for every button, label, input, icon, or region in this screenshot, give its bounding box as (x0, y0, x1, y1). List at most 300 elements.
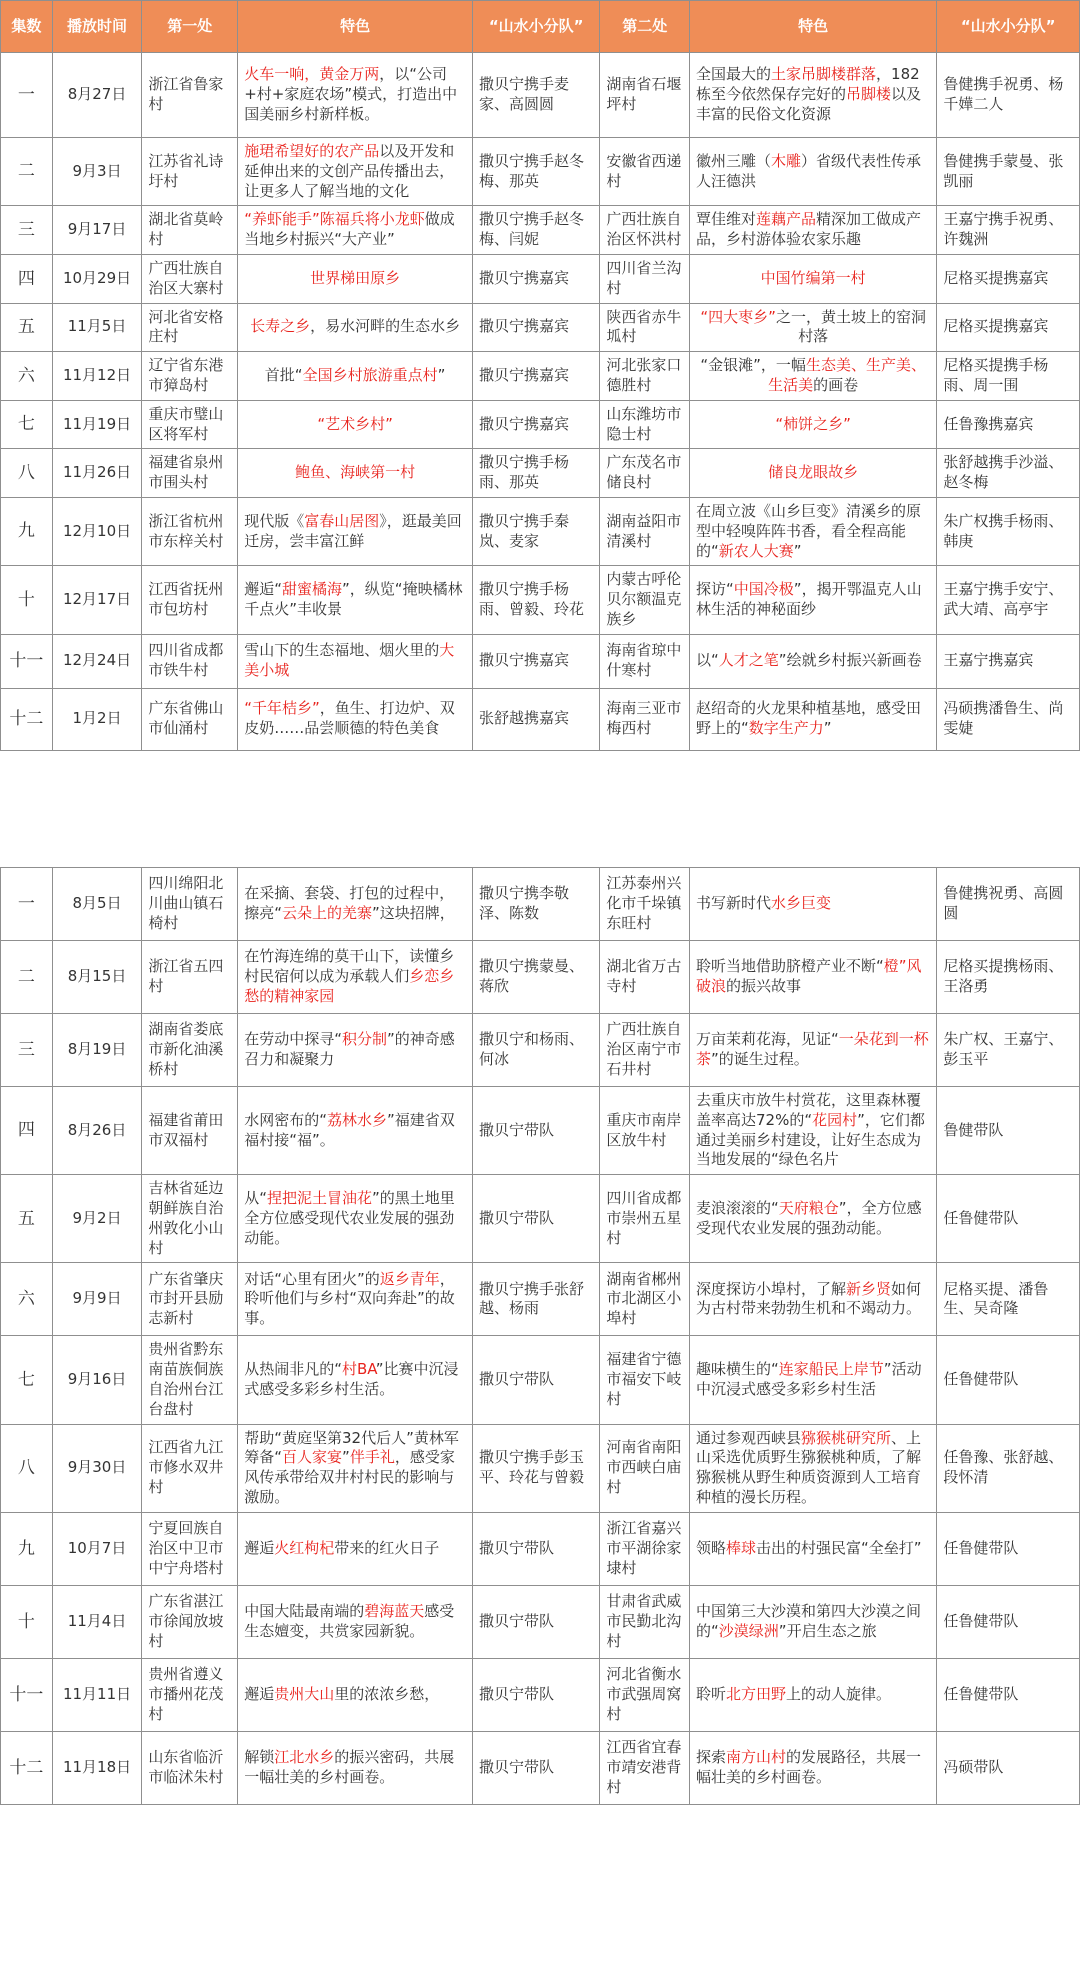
feature-2 (690, 941, 937, 1014)
team-1: 张舒越携嘉宾 (472, 688, 599, 750)
second-place: 福建省宁德市福安下岐村 (600, 1336, 690, 1424)
episode-number: 十 (1, 566, 53, 634)
team-1: 撒贝宁携嘉宾 (472, 634, 599, 688)
feature-text: ”开启生态之旅 (778, 1621, 877, 1640)
episode-number: 四 (1, 1087, 53, 1175)
feature-2 (690, 138, 937, 206)
episode-number: 一 (1, 53, 53, 138)
episode-number: 八 (1, 449, 53, 498)
highlight-text: 施珺希望好的农产品 (244, 142, 380, 160)
episode-number: 五 (1, 303, 53, 352)
header-team-2: “山水小分队” (937, 1, 1080, 53)
highlight-text: 百人家宴 (282, 1448, 343, 1467)
table-row (1, 254, 1080, 303)
second-place: 陕西省赤牛坬村 (600, 303, 690, 352)
feature-text: 如何为古村带来勃勃生机和不竭动力。 (696, 1279, 922, 1318)
episode-number: 七 (1, 1336, 53, 1424)
table-row (1, 1424, 1080, 1512)
second-place: 湖南省石堰坪村 (600, 53, 690, 138)
feature-2 (690, 1336, 937, 1424)
air-date: 12月10日 (52, 497, 142, 565)
header-episode: 集数 (1, 1, 53, 53)
episode-number: 二 (1, 138, 53, 206)
feature-text: 以及丰富的民俗文化资源 (696, 85, 922, 123)
team-1: 撒贝宁携手彭玉平、玲花与曾毅 (472, 1424, 599, 1512)
team-2: 冯硕携潘鲁生、尚雯婕 (937, 688, 1080, 750)
feature-text: ”，它们都通过美丽乡村建设，让好生态成为当地发展的“绿色名片 (696, 1110, 925, 1169)
feature-text: 的画卷 (813, 375, 859, 394)
first-place: 山东省临沂市临沭朱村 (142, 1731, 238, 1804)
header-feature-2: 特色 (690, 1, 937, 53)
first-place: 江苏省礼诗圩村 (142, 138, 238, 206)
first-place: 贵州省黔东南苗族侗族自治州台江台盘村 (142, 1336, 238, 1424)
second-place: 海南省琼中什寒村 (600, 634, 690, 688)
episode-number: 五 (1, 1175, 53, 1263)
team-2: 尼格买提携杨雨、王洛勇 (937, 941, 1080, 1014)
feature-text: ”，纵览“掩映橘林千点火”丰收景 (244, 580, 463, 619)
second-place: 湖北省万古寺村 (600, 941, 690, 1014)
team-2: 鲁健携手蒙曼、张凯丽 (937, 138, 1080, 206)
air-date: 9月2日 (52, 1175, 142, 1263)
feature-text: 里的浓浓乡愁， (334, 1684, 440, 1703)
feature-text: 、上山采选优质野生猕猴桃种质，了解猕猴桃从野生种质资源到人工培育种植的漫长历程。 (696, 1428, 922, 1506)
air-date: 9月30日 (52, 1424, 142, 1512)
air-date: 9月9日 (52, 1263, 142, 1336)
feature-2 (690, 206, 937, 255)
air-date: 8月19日 (52, 1014, 142, 1087)
team-1: 撒贝宁携嘉宾 (472, 352, 599, 401)
highlight-text: 吊脚楼 (846, 85, 892, 104)
team-2: 任鲁健带队 (937, 1585, 1080, 1658)
episode-number: 六 (1, 1263, 53, 1336)
first-place: 浙江省杭州市东梓关村 (142, 497, 238, 565)
second-place: 重庆市南岸区放牛村 (600, 1087, 690, 1175)
feature-text: 全国最大的 (696, 65, 772, 84)
first-place: 江西省抚州市包坊村 (142, 566, 238, 634)
feature-text: 的振兴密码，共展一幅壮美的乡村画卷。 (244, 1747, 455, 1786)
highlight-text: “千年桔乡” (244, 699, 320, 718)
feature-2 (690, 1658, 937, 1731)
feature-2 (690, 254, 937, 303)
air-date: 10月29日 (52, 254, 142, 303)
feature-text: “金银滩”，一幅 (700, 356, 806, 375)
second-place: 江苏泰州兴化市千垛镇东旺村 (600, 868, 690, 941)
highlight-text: 橙”风破浪 (696, 957, 922, 995)
team-2: 鲁健携祝勇、高圆圆 (937, 868, 1080, 941)
second-place: 广西壮族自治区南宁市石井村 (600, 1014, 690, 1087)
feature-2 (690, 688, 937, 750)
highlight-text: 生态美、生产美、生活美 (768, 356, 926, 394)
team-2: 朱广权携手杨雨、韩庚 (937, 497, 1080, 565)
table-row (1, 449, 1080, 498)
team-1: 撒贝宁携李敬泽、陈数 (472, 868, 599, 941)
feature-text: 邂逅 (244, 1538, 275, 1557)
feature-text: ” (793, 541, 802, 560)
feature-text: 在采摘、套袋、打包的过程中，擦亮“ (244, 884, 455, 922)
team-1: 撒贝宁携嘉宾 (472, 303, 599, 352)
highlight-text: 土家吊脚楼群落 (771, 65, 877, 84)
second-place: 海南三亚市梅西村 (600, 688, 690, 750)
feature-1 (238, 1336, 473, 1424)
air-date: 11月11日 (52, 1658, 142, 1731)
air-date: 9月3日 (52, 138, 142, 206)
header-second-place: 第二处 (600, 1, 690, 53)
table-row (1, 400, 1080, 449)
feature-1 (238, 303, 473, 352)
feature-text: 现代版《 (244, 511, 305, 530)
second-place: 江西省宜春市靖安港背村 (600, 1731, 690, 1804)
feature-text: ”比赛中沉浸式感受多彩乡村生活。 (244, 1360, 459, 1398)
air-date: 8月15日 (52, 941, 142, 1014)
air-date: 12月24日 (52, 634, 142, 688)
second-place: 湖南益阳市清溪村 (600, 497, 690, 565)
team-1: 撒贝宁携手赵冬梅、那英 (472, 138, 599, 206)
episode-number: 六 (1, 352, 53, 401)
feature-2 (690, 53, 937, 138)
highlight-text: “柿饼之乡” (775, 414, 851, 433)
feature-text: 去重庆市放牛村赏花，这里森林覆盖率高达72%的“ (696, 1091, 922, 1129)
header-air-date: 播放时间 (52, 1, 142, 53)
table-row (1, 53, 1080, 138)
first-place: 广东省肇庆市封开县励志新村 (142, 1263, 238, 1336)
air-date: 11月5日 (52, 303, 142, 352)
highlight-text: 伴手礼 (349, 1448, 395, 1467)
feature-2 (690, 1731, 937, 1804)
second-place: 广东茂名市储良村 (600, 449, 690, 498)
feature-text: 书写新时代 (696, 894, 772, 913)
air-date: 11月4日 (52, 1585, 142, 1658)
feature-text: 上的动人旋律。 (786, 1684, 892, 1703)
air-date: 1月2日 (52, 688, 142, 750)
season2-body (1, 868, 1080, 1805)
highlight-text: 花园村 (812, 1110, 858, 1129)
highlight-text: 火红枸杞 (274, 1538, 335, 1557)
feature-text: 》，逛最美回迁房，尝丰富江鲜 (244, 511, 462, 550)
feature-text: 首批“ (264, 366, 303, 385)
feature-1 (238, 206, 473, 255)
feature-1 (238, 688, 473, 750)
team-1: 撒贝宁和杨雨、何冰 (472, 1014, 599, 1087)
episode-number: 二 (1, 941, 53, 1014)
first-place: 四川省成都市铁牛村 (142, 634, 238, 688)
highlight-text: 荔林水乡 (327, 1110, 388, 1129)
highlight-text: 贵州大山 (274, 1684, 335, 1703)
team-1: 撒贝宁携手赵冬梅、闫妮 (472, 206, 599, 255)
feature-text: 趣味横生的“ (696, 1360, 779, 1379)
highlight-text: 鲍鱼、海峡第一村 (295, 463, 416, 482)
air-date: 11月18日 (52, 1731, 142, 1804)
highlight-text: 全国乡村旅游重点村 (302, 366, 438, 385)
feature-1 (238, 352, 473, 401)
table-row (1, 1512, 1080, 1585)
highlight-text: 江北水乡 (274, 1747, 335, 1766)
feature-text: 之一，黄土坡上的窑洞村落 (775, 307, 926, 346)
season2-table (0, 867, 1080, 1805)
team-1: 撒贝宁带队 (472, 1087, 599, 1175)
feature-text: 覃佳维对 (696, 210, 757, 229)
feature-text: 精深加工做成产品，乡村游体验农家乐趣 (696, 210, 922, 249)
feature-1 (238, 941, 473, 1014)
team-2: 鲁健带队 (937, 1087, 1080, 1175)
team-2: 尼格买提携嘉宾 (937, 303, 1080, 352)
feature-2 (690, 566, 937, 634)
feature-text: 从“ (244, 1189, 268, 1208)
team-2: 任鲁豫、张舒越、段怀清 (937, 1424, 1080, 1512)
feature-2 (690, 449, 937, 498)
team-2: 任鲁健带队 (937, 1175, 1080, 1263)
table-row (1, 138, 1080, 206)
first-place: 重庆市璧山区将军村 (142, 400, 238, 449)
feature-2 (690, 634, 937, 688)
feature-1 (238, 1424, 473, 1512)
highlight-text: “艺术乡村” (317, 414, 393, 433)
feature-text: ”福建省双福村接“福”。 (244, 1110, 455, 1149)
team-2: 冯硕带队 (937, 1731, 1080, 1804)
feature-1 (238, 1263, 473, 1336)
feature-1 (238, 138, 473, 206)
feature-text: ）省级代表性传承人汪德洪 (696, 151, 922, 190)
feature-text: 击出的村强民富“全垒打” (756, 1538, 922, 1557)
episode-number: 三 (1, 1014, 53, 1087)
team-2: 王嘉宁携手安宁、武大靖、高亭宇 (937, 566, 1080, 634)
highlight-text: 储良龙眼故乡 (768, 463, 859, 482)
team-1: 撒贝宁带队 (472, 1512, 599, 1585)
team-2: 王嘉宁携手祝勇、许魏洲 (937, 206, 1080, 255)
feature-text: 中国大陆最南端的 (244, 1601, 365, 1620)
air-date: 9月17日 (52, 206, 142, 255)
air-date: 8月26日 (52, 1087, 142, 1175)
feature-2 (690, 497, 937, 565)
feature-1 (238, 566, 473, 634)
highlight-text: 连家船民上岸节 (778, 1360, 884, 1379)
episode-number: 三 (1, 206, 53, 255)
air-date: 10月7日 (52, 1512, 142, 1585)
highlight-text: 数字生产力 (748, 719, 824, 738)
feature-2 (690, 1175, 937, 1263)
first-place: 宁夏回族自治区中卫市中宁舟塔村 (142, 1512, 238, 1585)
feature-text: 邂逅“ (244, 580, 283, 599)
feature-1 (238, 868, 473, 941)
table-row (1, 303, 1080, 352)
feature-text: ，鱼生、打边炉、双皮奶……品尝顺德的特色美食 (244, 699, 455, 738)
episode-number: 十一 (1, 1658, 53, 1731)
feature-text: 通过参观西峡县 (696, 1428, 802, 1447)
highlight-text: 南方山村 (726, 1747, 787, 1766)
highlight-text: 一朵花到一杯茶 (696, 1030, 929, 1068)
highlight-text: 北方田野 (726, 1684, 787, 1703)
feature-text: ” (342, 1448, 350, 1467)
team-1: 撒贝宁携嘉宾 (472, 254, 599, 303)
second-place: 广西壮族自治区怀洪村 (600, 206, 690, 255)
feature-text: 麦浪滚滚的“ (696, 1198, 779, 1217)
highlight-text: 莲藕产品 (756, 210, 817, 229)
highlight-text: 人才之笔 (718, 651, 779, 670)
feature-1 (238, 1087, 473, 1175)
air-date: 11月19日 (52, 400, 142, 449)
feature-text: 赵绍奇的火龙果种植基地，感受田野上的“ (696, 699, 922, 738)
highlight-text: 乡恋乡愁的精神家园 (244, 967, 455, 1005)
first-place: 福建省莆田市双福村 (142, 1087, 238, 1175)
feature-text: 做成当地乡村振兴“大产业” (244, 210, 455, 249)
second-place: 河北省衡水市武强周窝村 (600, 1658, 690, 1731)
table-row (1, 497, 1080, 565)
air-date: 11月26日 (52, 449, 142, 498)
highlight-text: 甜蜜橘海 (282, 580, 343, 599)
feature-text: 带来的红火日子 (334, 1538, 440, 1557)
feature-text: 的发展路径，共展一幅壮美的乡村画卷。 (696, 1747, 922, 1786)
highlight-text: 中国冷极 (733, 580, 794, 599)
highlight-text: 水乡巨变 (771, 894, 832, 913)
feature-text: 领略 (696, 1538, 727, 1557)
table-row (1, 1585, 1080, 1658)
feature-2 (690, 1424, 937, 1512)
table-row (1, 941, 1080, 1014)
team-2: 任鲁豫携嘉宾 (937, 400, 1080, 449)
feature-1 (238, 254, 473, 303)
first-place: 四川绵阳北川曲山镇石椅村 (142, 868, 238, 941)
second-place: 河北张家口德胜村 (600, 352, 690, 401)
feature-1 (238, 400, 473, 449)
feature-text: 徽州三雕（ (696, 151, 772, 170)
table-row (1, 1263, 1080, 1336)
table-row (1, 868, 1080, 941)
first-place: 浙江省五四村 (142, 941, 238, 1014)
feature-1 (238, 634, 473, 688)
first-place: 湖北省莫岭村 (142, 206, 238, 255)
second-place: 甘肃省武威市民勤北沟村 (600, 1585, 690, 1658)
table-row (1, 1014, 1080, 1087)
feature-text: 对话“心里有团火”的 (244, 1269, 380, 1288)
feature-2 (690, 1014, 937, 1087)
feature-text: ”，全方位感受现代农业发展的强劲动能。 (696, 1198, 922, 1237)
feature-text: 在竹海连绵的莫干山下，读懂乡村民宿何以成为承载人们 (244, 947, 455, 986)
second-place: 安徽省西递村 (600, 138, 690, 206)
second-place: 浙江省嘉兴市平湖徐家埭村 (600, 1512, 690, 1585)
episode-number: 十 (1, 1585, 53, 1658)
feature-text: ”这块招牌， (372, 904, 455, 922)
feature-text: 探访“ (696, 580, 734, 599)
highlight-text: 木雕 (771, 151, 802, 170)
team-2: 任鲁健带队 (937, 1658, 1080, 1731)
feature-1 (238, 1731, 473, 1804)
table-row (1, 1658, 1080, 1731)
feature-1 (238, 1658, 473, 1731)
first-place: 浙江省鲁家村 (142, 53, 238, 138)
team-2: 张舒越携手沙溢、赵冬梅 (937, 449, 1080, 498)
first-place: 湖南省娄底市新化油溪桥村 (142, 1014, 238, 1087)
second-place: 内蒙古呼伦贝尔额温克族乡 (600, 566, 690, 634)
team-2: 尼格买提携手杨雨、周一围 (937, 352, 1080, 401)
team-1: 撒贝宁带队 (472, 1585, 599, 1658)
season1-table (0, 0, 1080, 751)
highlight-text: 世界梯田原乡 (310, 268, 401, 287)
feature-text: ，以“公司+村+家庭农场”模式，打造出中国美丽乡村新样板。 (244, 65, 458, 123)
feature-text: ，感受家风传承带给双井村村民的影响与激励。 (244, 1448, 455, 1506)
feature-text: ” (437, 366, 446, 385)
first-place: 吉林省延边朝鲜族自治州敦化小山村 (142, 1175, 238, 1263)
team-2: 王嘉宁携嘉宾 (937, 634, 1080, 688)
feature-text: ”绘就乡村振兴新画卷 (778, 651, 922, 670)
episode-number: 十二 (1, 1731, 53, 1804)
second-place: 湖南省郴州市北湖区小埠村 (600, 1263, 690, 1336)
feature-text: 聆听当地借助脐橙产业不断“ (696, 957, 884, 976)
first-place: 河北省安格庄村 (142, 303, 238, 352)
team-2: 尼格买提携嘉宾 (937, 254, 1080, 303)
episode-number: 七 (1, 400, 53, 449)
highlight-text: 沙漠绿洲 (718, 1621, 779, 1640)
feature-1 (238, 53, 473, 138)
feature-text: ” (823, 719, 832, 738)
air-date: 9月16日 (52, 1336, 142, 1424)
team-1: 撒贝宁带队 (472, 1731, 599, 1804)
air-date: 8月27日 (52, 53, 142, 138)
first-place: 贵州省遵义市播州花茂村 (142, 1658, 238, 1731)
feature-text: 感受生态嬗变，共赏家园新貌。 (244, 1601, 455, 1640)
feature-text: 帮助“黄庭坚第32代后人”黄林军筹备“ (244, 1428, 459, 1467)
table-row (1, 1731, 1080, 1804)
feature-2 (690, 400, 937, 449)
feature-text: ”，揭开鄂温克人山林生活的神秘面纱 (696, 580, 922, 619)
episode-number: 九 (1, 1512, 53, 1585)
highlight-text: “四大枣乡” (700, 307, 776, 326)
feature-text: 以及开发和延伸出来的文创产品传播出去，让更多人了解当地的文化 (244, 142, 455, 200)
highlight-text: 云朵上的羌寨 (282, 904, 373, 922)
feature-text: 万亩茉莉花海，见证“ (696, 1030, 839, 1049)
team-2: 鲁健携手祝勇、杨千嬅二人 (937, 53, 1080, 138)
team-1: 撒贝宁携手杨雨、那英 (472, 449, 599, 498)
table-row (1, 1336, 1080, 1424)
feature-text: ”的黑土地里全方位感受现代农业发展的强劲动能。 (244, 1189, 455, 1247)
team-1: 撒贝宁携手张舒越、杨雨 (472, 1263, 599, 1336)
highlight-text: 富春山居图 (304, 511, 380, 530)
feature-text: 在劳动中探寻“ (244, 1030, 343, 1049)
feature-text: 中国第三大沙漠和第四大沙漠之间的“ (696, 1601, 922, 1640)
feature-text: ，聆听他们与乡村“双向奔赴”的故事。 (244, 1269, 455, 1328)
first-place: 广东省佛山市仙涌村 (142, 688, 238, 750)
highlight-text: 新乡贤 (846, 1279, 892, 1298)
second-place: 河南省南阳市西峡白庙村 (600, 1424, 690, 1512)
feature-text: 解锁 (244, 1747, 275, 1766)
feature-text: 在周立波《山乡巨变》清溪乡的原型中轻嗅阵阵书香，看全程高能的“ (696, 501, 922, 560)
team-2: 朱广权、王嘉宁、彭玉平 (937, 1014, 1080, 1087)
highlight-text: 返乡青年 (379, 1269, 440, 1288)
team-1: 撒贝宁携手秦岚、麦家 (472, 497, 599, 565)
feature-text: 深度探访小埠村，了解 (696, 1279, 847, 1298)
table-row (1, 566, 1080, 634)
team-1: 撒贝宁携嘉宾 (472, 400, 599, 449)
feature-text: 以“ (696, 651, 719, 670)
feature-2 (690, 1585, 937, 1658)
feature-2 (690, 1263, 937, 1336)
team-1: 撒贝宁带队 (472, 1175, 599, 1263)
table-row (1, 352, 1080, 401)
highlight-text: “养虾能手”陈福兵将小龙虾 (244, 210, 425, 229)
header-first-place: 第一处 (142, 1, 238, 53)
table-row (1, 688, 1080, 750)
first-place: 福建省泉州市围头村 (142, 449, 238, 498)
feature-1 (238, 449, 473, 498)
feature-2 (690, 352, 937, 401)
table-row (1, 206, 1080, 255)
season1-body (1, 53, 1080, 751)
highlight-text: 天府粮仓 (778, 1198, 839, 1217)
highlight-text: 碧海蓝天 (364, 1601, 425, 1620)
feature-text: 探索 (696, 1747, 727, 1766)
second-place: 山东潍坊市隐士村 (600, 400, 690, 449)
team-1: 撒贝宁携蒙曼、蒋欣 (472, 941, 599, 1014)
table-row (1, 634, 1080, 688)
team-2: 尼格买提、潘鲁生、吴奇隆 (937, 1263, 1080, 1336)
